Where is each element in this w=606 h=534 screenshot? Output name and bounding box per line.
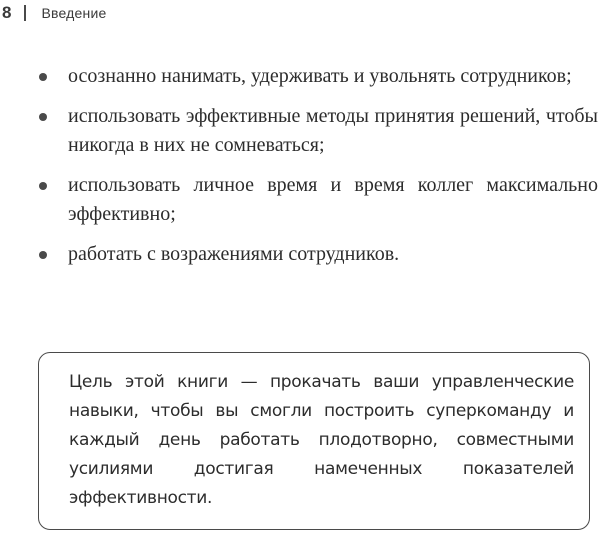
bullet-item bbox=[38, 171, 598, 229]
bullet-text: осознанно нанимать, удерживать и увольнять сотрудников; bbox=[68, 65, 572, 87]
bullet-icon bbox=[39, 182, 47, 190]
bullet-icon bbox=[39, 113, 47, 121]
callout-box bbox=[38, 352, 590, 530]
bullet-text: использовать эффективные методы принятия решений, чтобы никогда в них не сомневаться; bbox=[68, 105, 598, 156]
bullet-item bbox=[38, 240, 598, 269]
header-divider bbox=[24, 5, 26, 21]
bullet-icon bbox=[39, 251, 47, 259]
page-number: 8 bbox=[2, 3, 12, 22]
callout-text: Цель этой книги — прокачать ваши управленческие навыки, чтобы вы смогли построить суперкоманду и каждый день работать плодотворно, совместными усилиями достигая намеченных показателей эффективности. bbox=[69, 372, 574, 508]
bullet-text: работать с возражениями сотрудников. bbox=[68, 243, 400, 265]
bullet-list bbox=[38, 62, 598, 280]
running-header bbox=[0, 2, 106, 24]
bullet-icon bbox=[39, 73, 47, 81]
bullet-text: использовать личное время и время коллег максимально эффективно; bbox=[68, 174, 598, 225]
section-title: Введение bbox=[41, 5, 107, 21]
bullet-item bbox=[38, 102, 598, 160]
bullet-item bbox=[38, 62, 598, 91]
